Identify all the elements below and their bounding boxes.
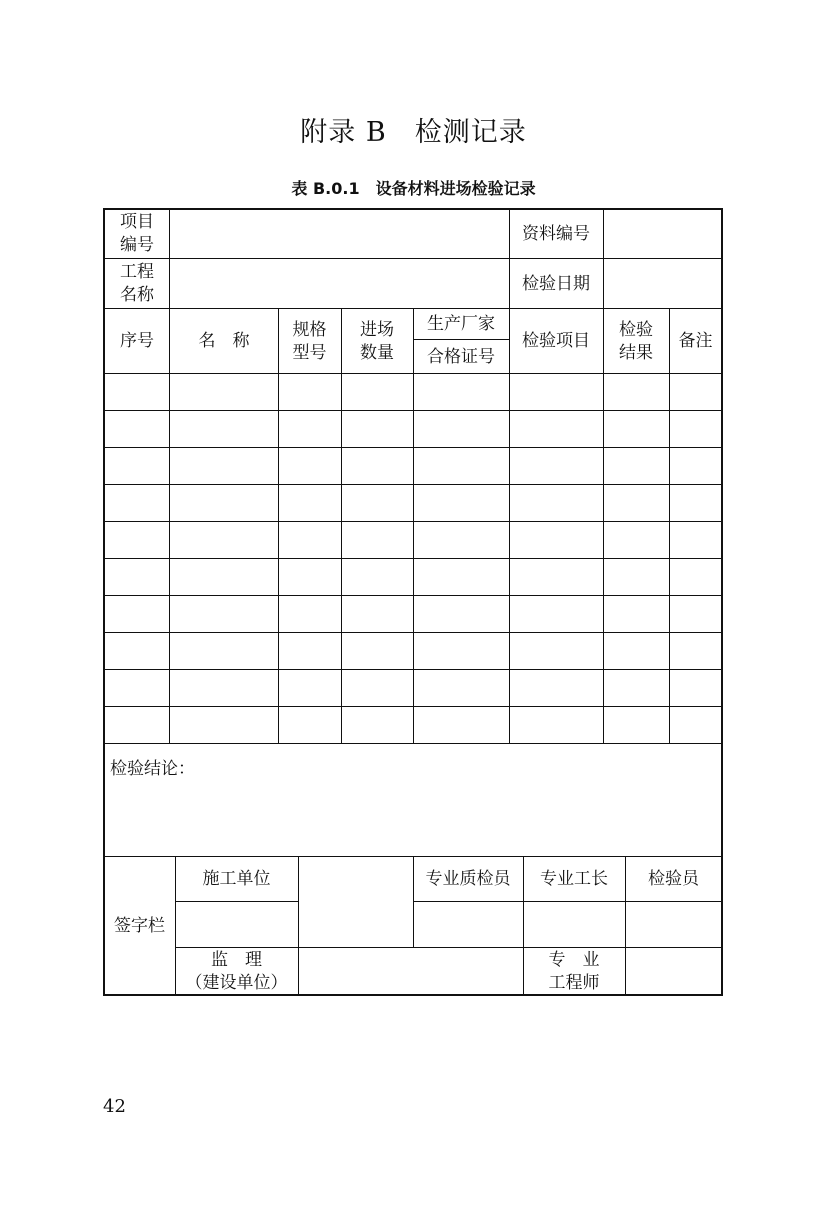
col-header-remark: 备注 xyxy=(678,331,713,351)
col-header-result: 检验 结果 xyxy=(619,319,653,363)
table-caption: 表 B.0.1 设备材料进场检验记录 xyxy=(291,179,536,198)
col-header-name: 名 称 xyxy=(198,331,250,351)
signature-label: 签字栏 xyxy=(114,915,165,936)
page-number: 42 xyxy=(103,1096,126,1117)
quality-inspector-label: 专业质检员 xyxy=(425,869,511,889)
col-header-qty: 进场 数量 xyxy=(360,319,394,363)
row-line xyxy=(103,743,723,744)
project-name-value[interactable] xyxy=(170,259,509,309)
col-line xyxy=(298,856,299,996)
project-no-label: 项目 编号 xyxy=(120,212,154,255)
engineer-label: 专 业 工程师 xyxy=(548,949,600,993)
col-header-seq: 序号 xyxy=(120,331,154,351)
supervisor-label: 监 理 （建设单位） xyxy=(185,949,288,993)
inspection-date-label: 检验日期 xyxy=(522,273,590,294)
conclusion-label: 检验结论： xyxy=(110,758,195,779)
project-name-label: 工程 名称 xyxy=(120,262,154,305)
col-header-spec: 规格 型号 xyxy=(292,319,327,363)
col-header-certificate: 合格证号 xyxy=(427,346,495,367)
foreman-label: 专业工长 xyxy=(540,869,608,889)
project-no-value[interactable] xyxy=(170,209,509,259)
col-header-items: 检验项目 xyxy=(522,331,590,351)
col-header-manufacturer: 生产厂家 xyxy=(427,314,495,334)
page-title: 附录 B 检测记录 xyxy=(300,117,527,148)
inspector-label: 检验员 xyxy=(648,869,699,889)
doc-no-value[interactable] xyxy=(603,209,722,259)
doc-no-label: 资料编号 xyxy=(522,223,590,244)
construction-unit-label: 施工单位 xyxy=(202,869,271,889)
inspection-date-value[interactable] xyxy=(603,259,722,309)
